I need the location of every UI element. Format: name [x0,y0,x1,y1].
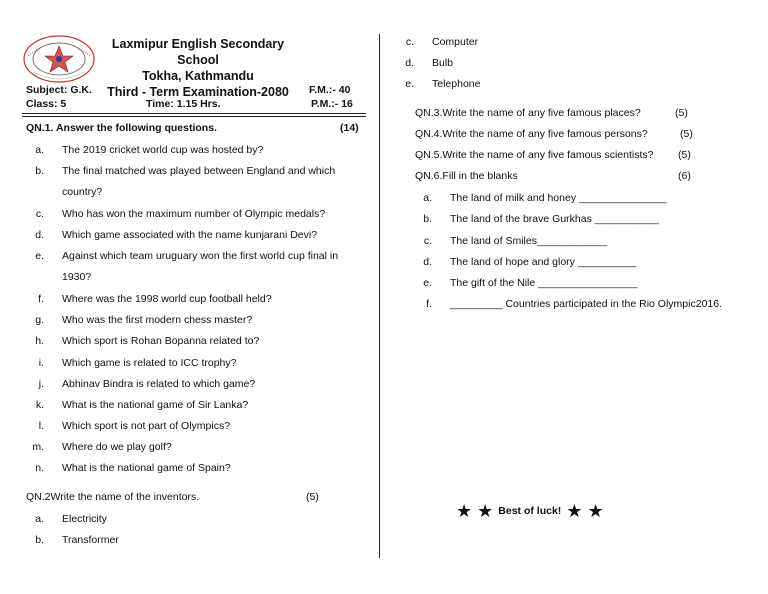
item-marker: f. [426,298,432,310]
item-text: Who has won the maximum number of Olympic medals? [62,208,326,220]
item-marker: a. [423,192,432,204]
item-marker: j. [38,378,44,390]
item-text: Against which team uruguary won the first world cup final in [62,250,339,262]
qn1-marks: (14) [340,122,359,134]
item-text: The final matched was played between England and which [62,165,336,177]
item-marker: m. [32,441,44,453]
class-label: Class: 5 [26,98,67,110]
best-of-luck [456,501,604,522]
item-text: Where was the 1998 world cup football held? [62,293,272,305]
item-marker: l. [38,420,44,432]
header-rule-top [22,113,366,114]
item-marker: b. [35,165,44,177]
item-marker: f. [38,293,44,305]
school-logo [22,34,96,84]
qn4-title: QN.4.Write the name of any five famous persons? [415,128,648,140]
qn1-heading [26,122,366,134]
item-marker: g. [35,314,44,326]
qn5-title: QN.5.Write the name of any five famous scientists? [415,149,654,161]
item-marker: k. [35,399,44,411]
full-marks: F.M.:- 40 [309,84,351,96]
item-marker: a. [35,144,44,156]
item-marker: c. [35,208,44,220]
subject-label: Subject: G.K. [26,84,92,96]
qn6-marks: (6) [678,170,691,182]
item-marker: n. [35,462,44,474]
qn1-item-b [28,164,368,198]
item-text: The 2019 cricket world cup was hosted by? [62,144,264,156]
item-text: Telephone [432,78,481,90]
item-marker: b. [35,534,44,546]
item-marker: e. [405,78,414,90]
item-marker: e. [35,250,44,262]
qn6-title: QN.6.Fill in the blanks [415,170,518,182]
star-icon-right: ★ ★ [566,501,604,521]
item-text: Which game is related to ICC trophy? [62,357,237,369]
item-text: Transformer [62,534,119,546]
item-text: What is the national game of Spain? [62,462,231,474]
item-text: Which game associated with the name kunjarani Devi? [62,229,318,241]
qn2-heading [26,491,366,503]
school-name: Laxmipur English Secondary School [111,37,285,67]
qn1-title: QN.1. Answer the following questions. [26,122,217,134]
item-text: The land of the brave Gurkhas ___________ [450,213,659,225]
item-text: What is the national game of Sir Lanka? [62,399,249,411]
item-text: The land of hope and glory __________ [450,256,637,268]
item-text: Computer [432,36,479,48]
pass-marks: P.M.:- 16 [311,98,353,110]
qn3-heading [415,107,715,119]
item-text: _________ Countries participated in the Rio Olympic2016. [450,298,723,310]
time-label: Time: 1.15 Hrs. [146,98,221,110]
qn3-title: QN.3.Write the name of any five famous places? [415,107,641,119]
best-luck-text: Best of luck! [498,505,562,517]
item-text-cont: country? [62,186,103,198]
item-text: The land of milk and honey _______________ [450,192,667,204]
item-marker: c. [423,235,432,247]
header-rule-bottom [22,116,366,117]
qn5-marks: (5) [678,149,691,161]
qn5-heading [415,149,715,161]
qn3-marks: (5) [675,107,688,119]
school-header [98,36,298,100]
qn2-title: QN.2Write the name of the inventors. [26,491,200,503]
item-text: Bulb [432,57,454,69]
school-location: Tokha, Kathmandu [142,69,254,83]
item-marker: c. [405,36,414,48]
item-marker: b. [423,213,432,225]
item-text: Where do we play golf? [62,441,172,453]
exam-title: Third - Term Examination-2080 [107,85,289,99]
qn2-marks: (5) [306,491,319,503]
item-marker: h. [35,335,44,347]
item-text-cont: 1930? [62,271,92,283]
item-text: Who was the first modern chess master? [62,314,253,326]
column-divider [379,34,380,558]
item-text: Electricity [62,513,107,525]
item-text: Which sport is Rohan Bopanna related to? [62,335,260,347]
qn4-marks: (5) [680,128,693,140]
item-text: Which sport is not part of Olympics? [62,420,231,432]
qn1-item-e [28,249,368,283]
item-text: Abhinav Bindra is related to which game? [62,378,256,390]
item-marker: e. [423,277,432,289]
item-marker: i. [38,357,44,369]
item-marker: a. [35,513,44,525]
item-marker: d. [423,256,432,268]
qn4-heading [415,128,715,140]
item-text: The gift of the Nile _________________ [450,277,638,289]
item-text: The land of Smiles____________ [450,235,608,247]
item-marker: d. [405,57,414,69]
star-icon-left: ★ ★ [456,501,494,521]
item-marker: d. [35,229,44,241]
qn6-heading [415,170,715,182]
